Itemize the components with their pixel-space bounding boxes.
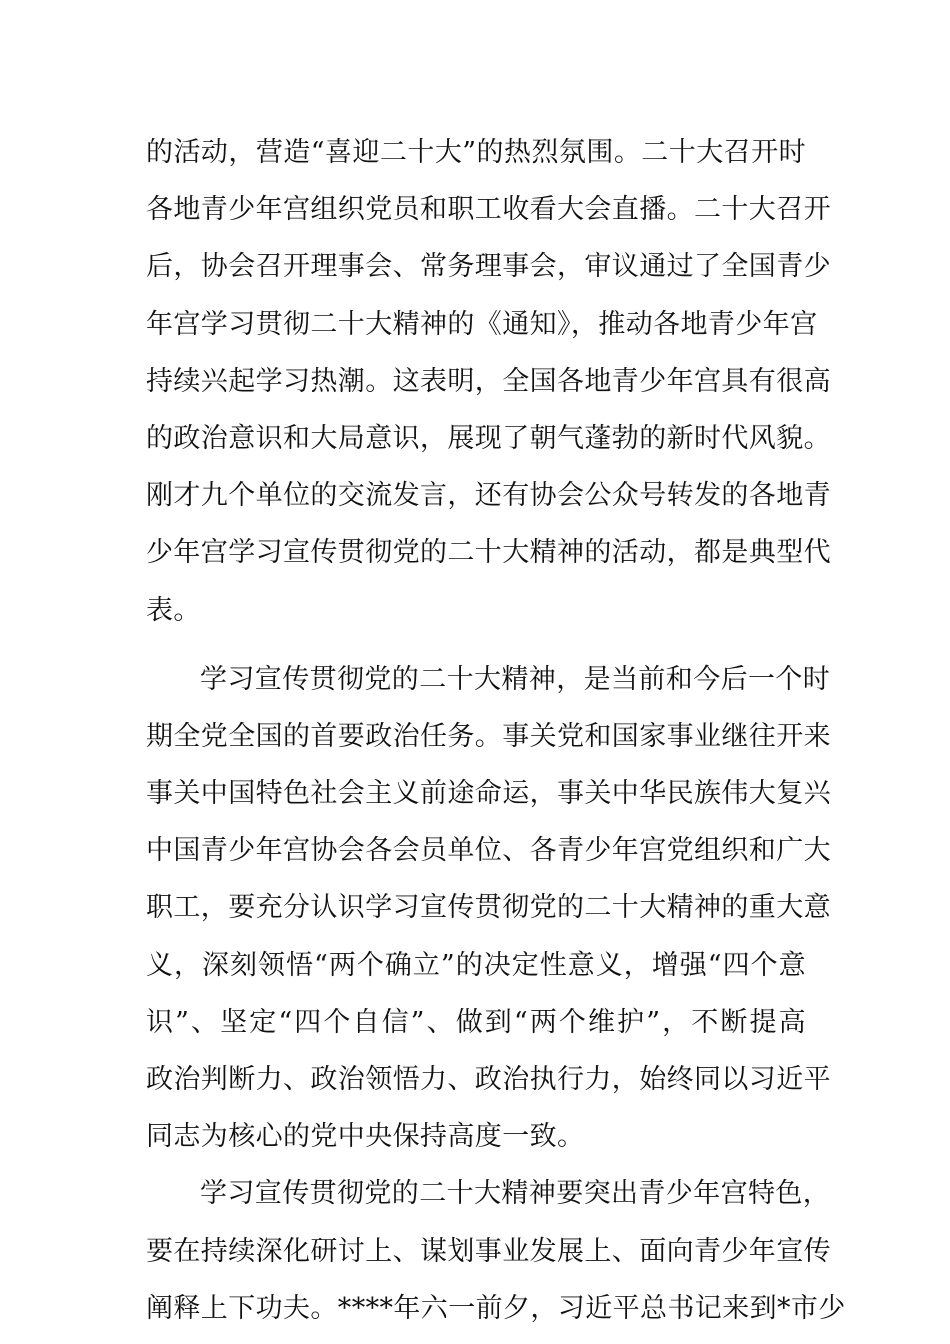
paragraph-line: 持续兴起学习热潮。这表明，全国各地青少年宫具有很高 xyxy=(146,365,831,397)
paragraph-line: 的政治意识和大局意识，展现了朝气蓬勃的新时代风貌。 xyxy=(146,422,831,454)
paragraph-line: 事关中国特色社会主义前途命运，事关中华民族伟大复兴 xyxy=(146,778,831,810)
paragraph-line: 阐释上下功夫。****年六一前夕，习近平总书记来到*市少 xyxy=(146,1292,846,1324)
paragraph-line: 义，深刻领悟“两个确立”的决定性意义，增强“四个意 xyxy=(146,949,806,981)
paragraph-line: 表。 xyxy=(146,594,201,626)
paragraph-spacer xyxy=(146,639,806,651)
paragraph-line: 职工，要充分认识学习宣传贯彻党的二十大精神的重大意 xyxy=(146,892,831,924)
paragraph-line: 政治判断力、政治领悟力、政治执行力，始终同以习近平 xyxy=(146,1064,831,1095)
paragraph-line: 期全党全国的首要政治任务。事关党和国家事业继往开来 xyxy=(146,720,831,752)
paragraph-line: 学习宣传贯彻党的二十大精神，是当前和今后一个时 xyxy=(200,663,831,695)
paragraph-line: 少年宫学习宣传贯彻党的二十大精神的活动，都是典型代 xyxy=(146,537,831,569)
paragraph-2 xyxy=(146,651,831,1166)
paragraph-line: 中国青少年宫协会各会员单位、各青少年宫党组织和广大 xyxy=(146,835,831,867)
paragraph-line: 后，协会召开理事会、常务理事会，审议通过了全国青少 xyxy=(146,251,831,283)
paragraph-3 xyxy=(146,1165,846,1337)
paragraph-line: 学习宣传贯彻党的二十大精神要突出青少年宫特色， xyxy=(200,1178,831,1210)
paragraph-1 xyxy=(146,124,831,639)
paragraph-line: 同志为核心的党中央保持高度一致。 xyxy=(146,1121,585,1153)
document-body xyxy=(146,124,846,1337)
paragraph-line: 各地青少年宫组织党员和职工收看大会直播。二十大召开 xyxy=(146,194,831,226)
paragraph-line: 的活动，营造“喜迎二十大”的热烈氛围。二十大召开时 xyxy=(146,137,806,168)
paragraph-line: 年宫学习贯彻二十大精神的《通知》，推动各地青少年宫 xyxy=(146,308,818,340)
paragraph-line: 要在持续深化研讨上、谋划事业发展上、面向青少年宣传 xyxy=(146,1235,831,1267)
paragraph-line: 识”、坚定“四个自信”、做到“两个维护”，不断提高 xyxy=(146,1006,806,1038)
paragraph-line: 刚才九个单位的交流发言，还有协会公众号转发的各地青 xyxy=(146,480,831,512)
